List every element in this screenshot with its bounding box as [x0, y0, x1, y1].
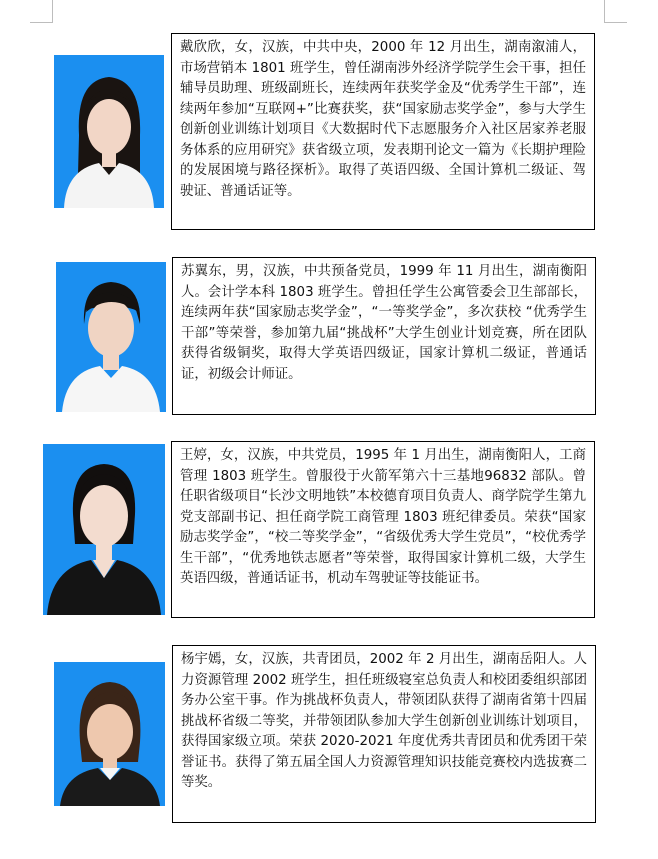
portrait-image — [43, 444, 165, 615]
profile-photo — [54, 55, 164, 208]
profile-photo — [56, 262, 166, 412]
page-corner-mark-left — [30, 0, 53, 23]
portrait-image — [54, 662, 165, 806]
profile-photo — [43, 444, 165, 615]
profile-bio — [172, 645, 596, 823]
bio-text: 苏翼东，男，汉族，中共预备党员，1999 年 11 月出生，湖南衡阳人。会计学本科 1803 班学生。曾担任学生公寓管委会卫生部部长，连续两年获“国家励志奖学金”，“一等奖学金”，多次获校 “优秀学生干部”等荣誉，参加第九届“挑战杯”大学生创业计划竞赛，所在团队获得省级铜奖，取得大学英语四级证，国家计算机二级证，普通话证，初级会计师证。 — [181, 264, 587, 382]
profile-bio — [172, 257, 596, 415]
profile-photo — [54, 662, 165, 806]
profile-bio — [171, 441, 595, 618]
portrait-image — [56, 262, 166, 412]
bio-text: 王婷，女，汉族，中共党员，1995 年 1 月出生，湖南衡阳人，工商管理 1803 班学生。曾服役于火箭军第六十三基地96832 部队。曾任职省级项目“长沙文明地铁”本校德育项目负责人、商学院学生第九党支部副书记、担任商学院工商管理 1803 班纪律委员。荣获“国家励志奖学金”，“校二等奖学金”，“省级优秀大学生党员”，“校优秀学生干部”，“优秀地铁志愿者”等荣誉，取得国家计算机二级，大学生英语四级，普通话证书，机动车驾驶证等技能证书。 — [180, 448, 586, 586]
profile-bio — [171, 33, 595, 230]
page-corner-mark-right — [604, 0, 627, 23]
portrait-image — [54, 55, 164, 208]
bio-text: 戴欣欣，女，汉族，中共中央，2000 年 12 月出生，湖南溆浦人，市场营销本 1801 班学生，曾任湖南涉外经济学院学生会干事，担任辅导员助理、班级副班长，连续两年获奖学金及“优秀学生干部”，连续两年参加“互联网+”比赛获奖，获“国家励志奖学金”，参与大学生创新创业训练计划项目《大数据时代下志愿服务介入社区居家养老服务体系的应用研究》获省级立项，发表期刊论文一篇为《长期护理险的发展困境与路径探析》。取得了英语四级、全国计算机二级证、驾驶证、普通话证等。 — [180, 40, 586, 199]
bio-text: 杨宇嫣，女，汉族，共青团员，2002 年 2 月出生，湖南岳阳人。人力资源管理 2002 班学生，担任班级寝室总负责人和校团委组织部团务办公室干事。作为挑战杯负责人，带领团队获得了湖南省第十四届挑战杯省级二等奖，并带领团队参加大学生创新创业训练计划项目，获得国家级立项。荣获 2020-2021 年度优秀共青团员和优秀团干荣誉证书。获得了第五届全国人力资源管理知识技能竞赛校内选拔赛二等奖。 — [181, 652, 587, 790]
